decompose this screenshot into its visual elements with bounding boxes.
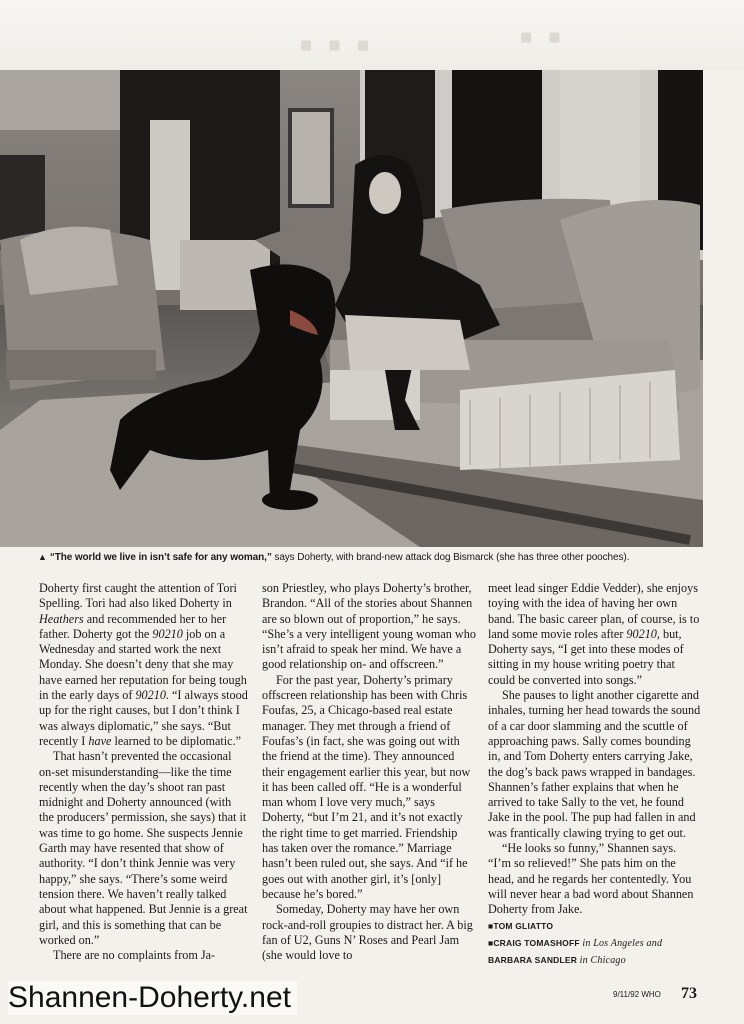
- article-column-1: [39, 581, 249, 963]
- paragraph: That hasn’t prevented the occasional on-set misunderstanding—like the time recently when the day’s shoot ran past midnight and Doherty announced (with the producers’ permission, she says) that it was time to go home. She suspects Jennie Garth may have resented that show of authority. “I don’t think Jennie was very happy,” she says. “There’s some weird tension there. We haven’t really talked about what happened. But Jennie is a great girl, and this is something that can be worked on.”: [39, 749, 248, 947]
- paragraph: “He looks so funny,” Shannen says. “I’m so relieved!” She pats him on the head, and he regards her contentedly. You will never hear a bad word about Shannen Doherty from Jake.: [488, 841, 694, 917]
- credit-name: CRAIG TOMASHOFF: [493, 937, 580, 948]
- paragraph: For the past year, Doherty’s primary offscreen relationship has been with Chris Foufas, 25, a Chicago-based real estate manager. They met through a friend of Foufas’s (in fact, she was going out with the friend at the time). They announced their engagement earlier this year, but now it has been called off. “He is a wonderful man whom I love very much,” says Doherty, “but I’m 21, and it’s not exactly the right time to get married. Friendship has taken over the romance.” Marriage hasn’t been ruled out, she says. And “if he goes out with another girl, it’s [only] because he’s bored.”: [262, 672, 471, 901]
- paragraph: meet lead singer Eddie Vedder), she enjoys toying with the idea of having her own band. The basic career plan, of course, is to land some movie roles after 90210, but, Doherty says, “I get into these modes of sitting in my house writing poetry that could be converted into songs.”: [488, 581, 700, 687]
- credit-note: in Chicago: [579, 954, 626, 966]
- article-column-2: [262, 581, 476, 963]
- credit-line: ■TOM GLIATTO: [488, 920, 554, 931]
- paragraph: Someday, Doherty may have her own rock-and-roll groupies to distract her. A big fan of U2, Guns N’ Roses and Pearl Jam (she would love to: [262, 902, 473, 963]
- photo-illustration: [0, 70, 703, 547]
- page-top-margin: ■ ■ ■ ■ ■: [0, 0, 744, 70]
- caption-triangle-icon: ▲: [38, 552, 47, 562]
- reporter-credits: [488, 918, 702, 969]
- paragraph: son Priestley, who plays Doherty’s brother, Brandon. “All of the stories about Shannen are so blown out of proportion,” he says. “She’s a very intelligent young woman who isn’t afraid to speak her mind. We have a good relationship on- and offscreen.”: [262, 581, 476, 672]
- site-watermark: Shannen-Doherty.net: [8, 981, 297, 1015]
- credit-note: in Los Angeles and: [582, 937, 663, 949]
- credit-line: ■CRAIG TOMASHOFF in Los Angeles and: [488, 937, 663, 949]
- photo-caption: [38, 552, 703, 563]
- caption-quote: “The world we live in isn’t safe for any woman,”: [49, 552, 272, 563]
- issue-date: 9/11/92 WHO: [613, 990, 661, 999]
- article-column-3: [488, 581, 702, 969]
- feature-photo: [0, 70, 703, 547]
- paragraph: Doherty first caught the attention of Tori Spelling. Tori had also liked Doherty in Heathers and recommended her to her father. Doherty got the 90210 job on a Wednesday and started work the next Monday. She doesn’t deny that she may have earned her reputation for being tough in the early days of 90210. “I always stood up for the right causes, but I don’t think I was always diplomatic,” she says. “But recently I have learned to be diplomatic.”: [39, 581, 248, 748]
- credit-name: BARBARA SANDLER: [488, 954, 578, 965]
- credit-line: [488, 952, 702, 969]
- paragraph: She pauses to light another cigarette and inhales, turning her head towards the sound of a car door slamming and the scuttle of approaching paws. Sally comes bounding in, and Tom Doherty enters carrying Jake, the dog’s back paws wrapped in bandages. Shannen’s father explains that when he arrived to take Sally to the vet, he found Jake in the pool. The pup had fallen in and was frantically clawing trying to get out.: [488, 688, 701, 840]
- caption-text: says Doherty, with brand-new attack dog Bismarck (she has three other pooches).: [271, 552, 630, 563]
- paragraph: There are no complaints from Ja-: [53, 948, 216, 963]
- page-number: 73: [681, 985, 697, 1002]
- credit-name: TOM GLIATTO: [493, 920, 554, 931]
